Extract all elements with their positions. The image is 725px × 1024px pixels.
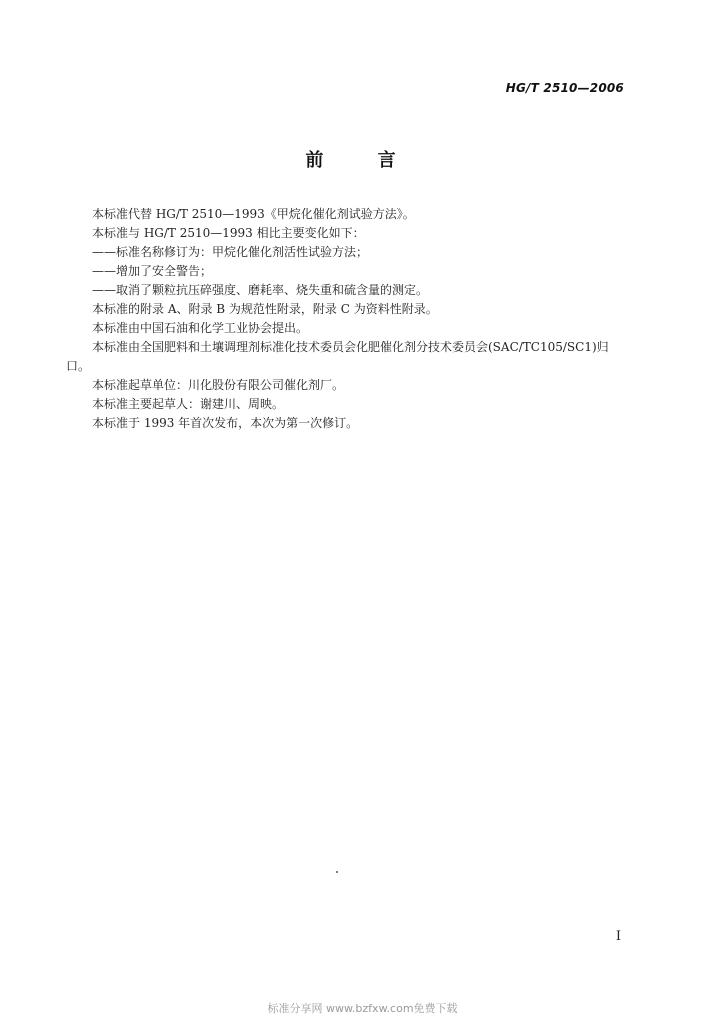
- paragraph-drafting-unit: 本标准起草单位：川化股份有限公司催化剂厂。: [92, 378, 345, 392]
- paragraph-change-item: ——取消了颗粒抗压碎强度、磨耗率、烧失重和硫含量的测定。: [92, 283, 429, 297]
- paragraph-annexes: 本标准的附录 A、附录 B 为规范性附录，附录 C 为资料性附录。: [92, 302, 438, 316]
- paragraph-drafters: 本标准主要起草人：谢建川、周映。: [92, 397, 285, 411]
- foreword-body: [66, 205, 626, 433]
- footer-watermark: 标准分享网 www.bzfxw.com免费下载: [267, 1002, 458, 1015]
- paragraph-replaces: 本标准代替 HG/T 2510—1993《甲烷化催化剂试验方法》。: [92, 207, 415, 221]
- paragraph-change-item: ——增加了安全警告；: [92, 264, 213, 278]
- page-title: 前 言: [305, 150, 420, 171]
- paragraph-responsible-committee: 本标准由全国肥料和土壤调理剂标准化技术委员会化肥催化剂分技术委员会(SAC/TC105/SC1)归口。: [66, 340, 609, 373]
- paragraph-change-item: ——标准名称修订为：甲烷化催化剂活性试验方法；: [92, 245, 369, 259]
- scan-speck: [336, 871, 338, 873]
- page-number: I: [615, 929, 621, 944]
- standard-code: HG/T 2510—2006: [505, 81, 624, 95]
- paragraph-history: 本标准于 1993 年首次发布，本次为第一次修订。: [92, 416, 359, 430]
- paragraph-proposed-by: 本标准由中国石油和化学工业协会提出。: [92, 321, 309, 335]
- paragraph-changes-intro: 本标准与 HG/T 2510—1993 相比主要变化如下：: [92, 226, 365, 240]
